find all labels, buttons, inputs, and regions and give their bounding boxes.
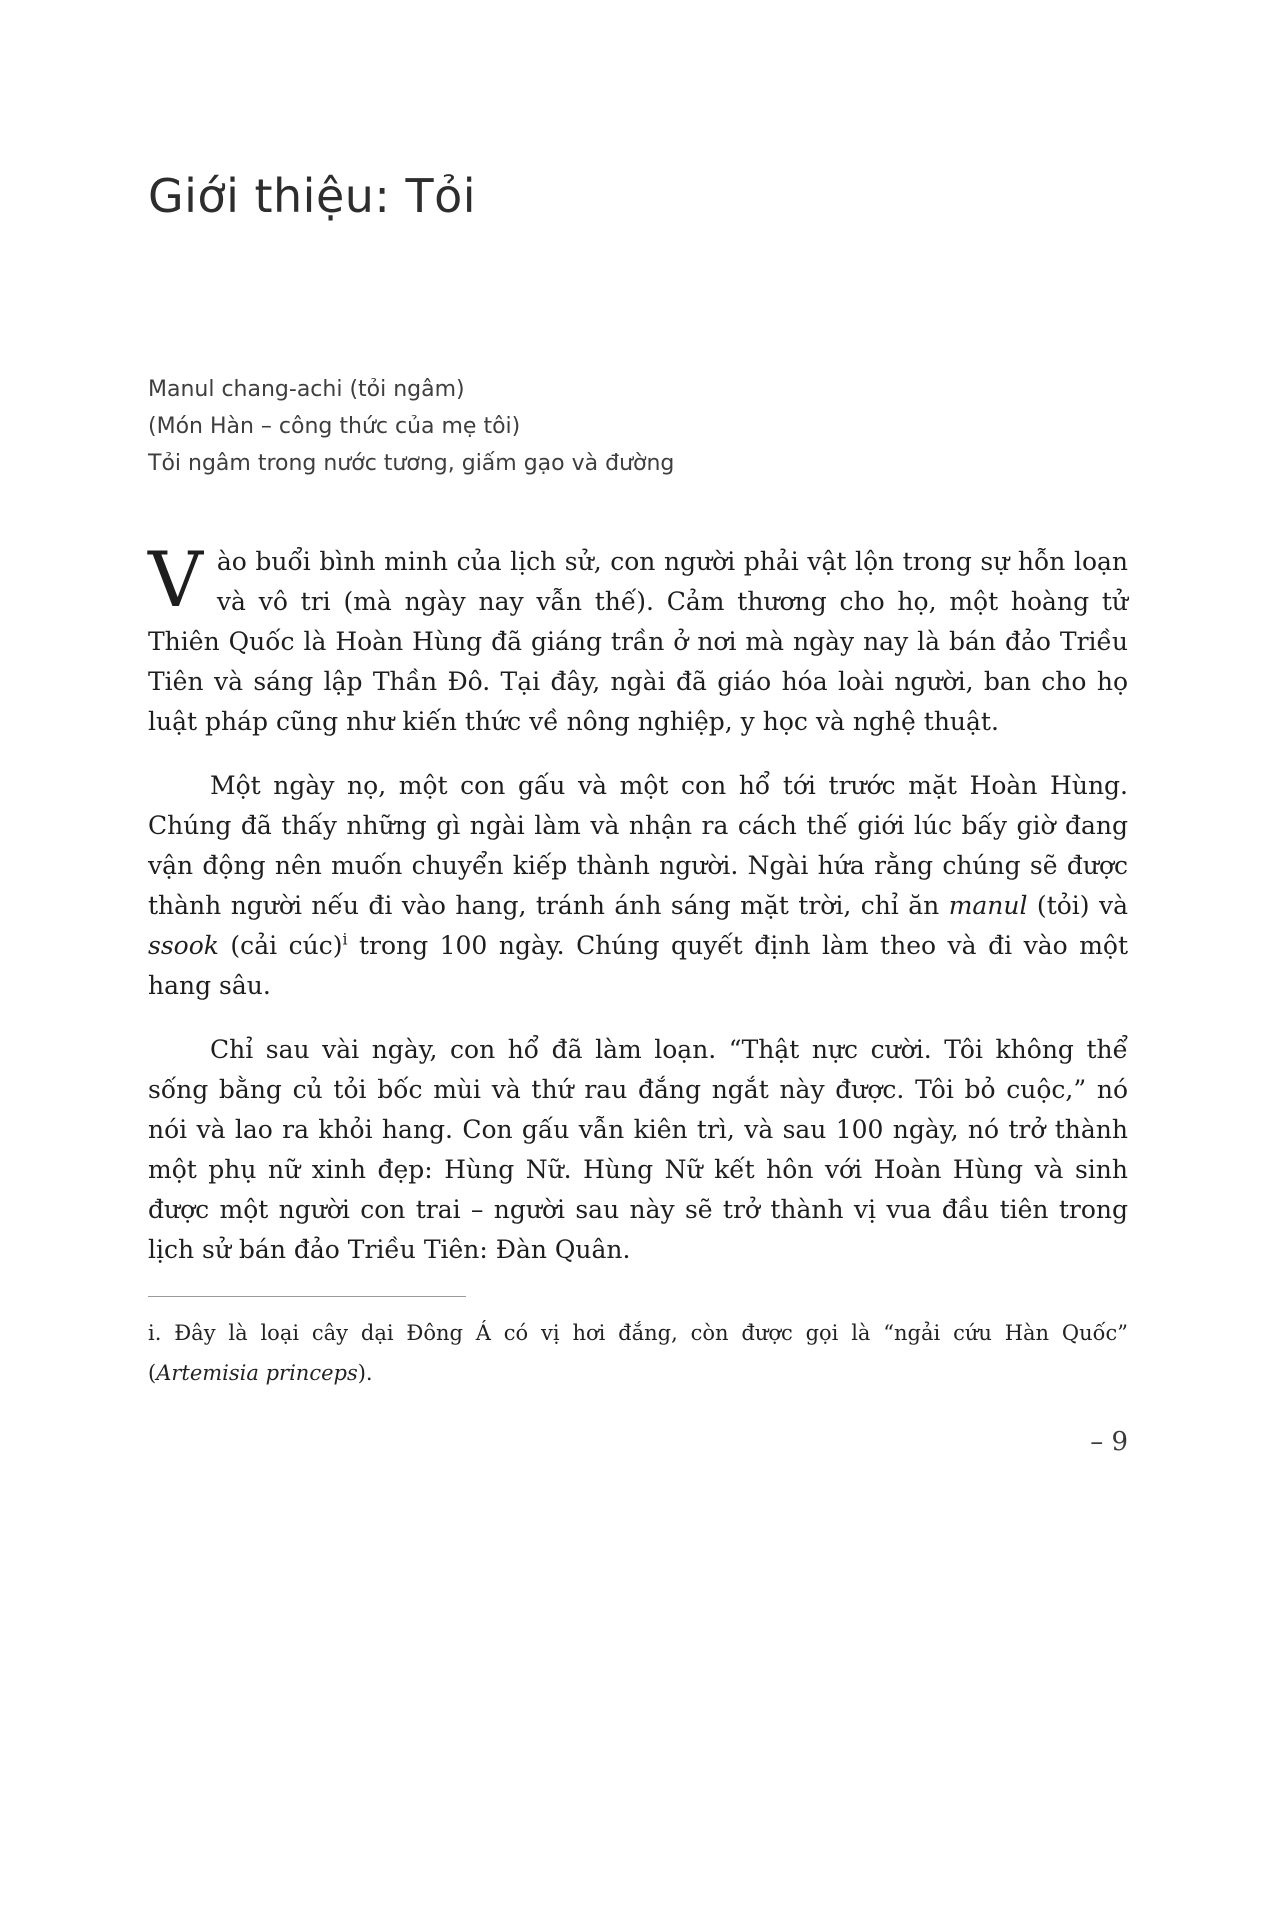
paragraph-1-text: ào buổi bình minh của lịch sử, con người phải vật lộn trong sự hỗn loạn và vô tri (mà ngày nay vẫn thế). Cảm thương cho họ, một hoàng tử Thiên Quốc là Hoàn Hùng đã giáng trần ở nơi mà ngày nay là bán đảo Triều Tiên và sáng lập Thần Đô. Tại đây, ngài đã giáo hóa loài người, ban cho họ luật pháp cũng như kiến thức về nông nghiệp, y học và nghệ thuật. xyxy=(148,546,1128,736)
body-text xyxy=(148,534,1129,1270)
epigraph-line-2: (Món Hàn – công thức của mẹ tôi) xyxy=(148,413,521,439)
page-number: – 9 xyxy=(1090,1426,1128,1457)
paragraph-1 xyxy=(148,534,1128,742)
epigraph-line-3: Tỏi ngâm trong nước tương, giấm gạo và đường xyxy=(148,450,675,476)
footnote: i. Đây là loại cây dại Đông Á có vị hơi đắng, còn được gọi là “ngải cứu Hàn Quốc” (Artemisia princeps). xyxy=(148,1320,1128,1385)
footnote-separator xyxy=(148,1296,466,1297)
paragraph-3: Chỉ sau vài ngày, con hổ đã làm loạn. “Thật nực cười. Tôi không thể sống bằng củ tỏi bốc mùi và thứ rau đắng ngắt này được. Tôi bỏ cuộc,” nó nói và lao ra khỏi hang. Con gấu vẫn kiên trì, và sau 100 ngày, nó trở thành một phụ nữ xinh đẹp: Hùng Nữ. Hùng Nữ kết hôn với Hoàn Hùng và sinh được một người con trai – người sau này sẽ trở thành vị vua đầu tiên trong lịch sử bán đảo Triều Tiên: Đàn Quân. xyxy=(148,1034,1128,1264)
chapter-title: Giới thiệu: Tỏi xyxy=(148,169,477,223)
epigraph xyxy=(148,371,1128,482)
epigraph-line-1: Manul chang-achi (tỏi ngâm) xyxy=(148,376,465,402)
drop-cap: V xyxy=(148,534,203,624)
paragraph-2: Một ngày nọ, một con gấu và một con hổ tới trước mặt Hoàn Hùng. Chúng đã thấy những gì ngài làm và nhận ra cách thế giới lúc bấy giờ đang vận động nên muốn chuyển kiếp thành người. Ngài hứa rằng chúng sẽ được thành người nếu đi vào hang, tránh ánh sáng mặt trời, chỉ ăn manul (tỏi) và ssook (cải cúc)$^i$ trong 100 ngày. Chúng quyết định làm theo và đi vào một hang sâu. xyxy=(148,770,1129,1000)
